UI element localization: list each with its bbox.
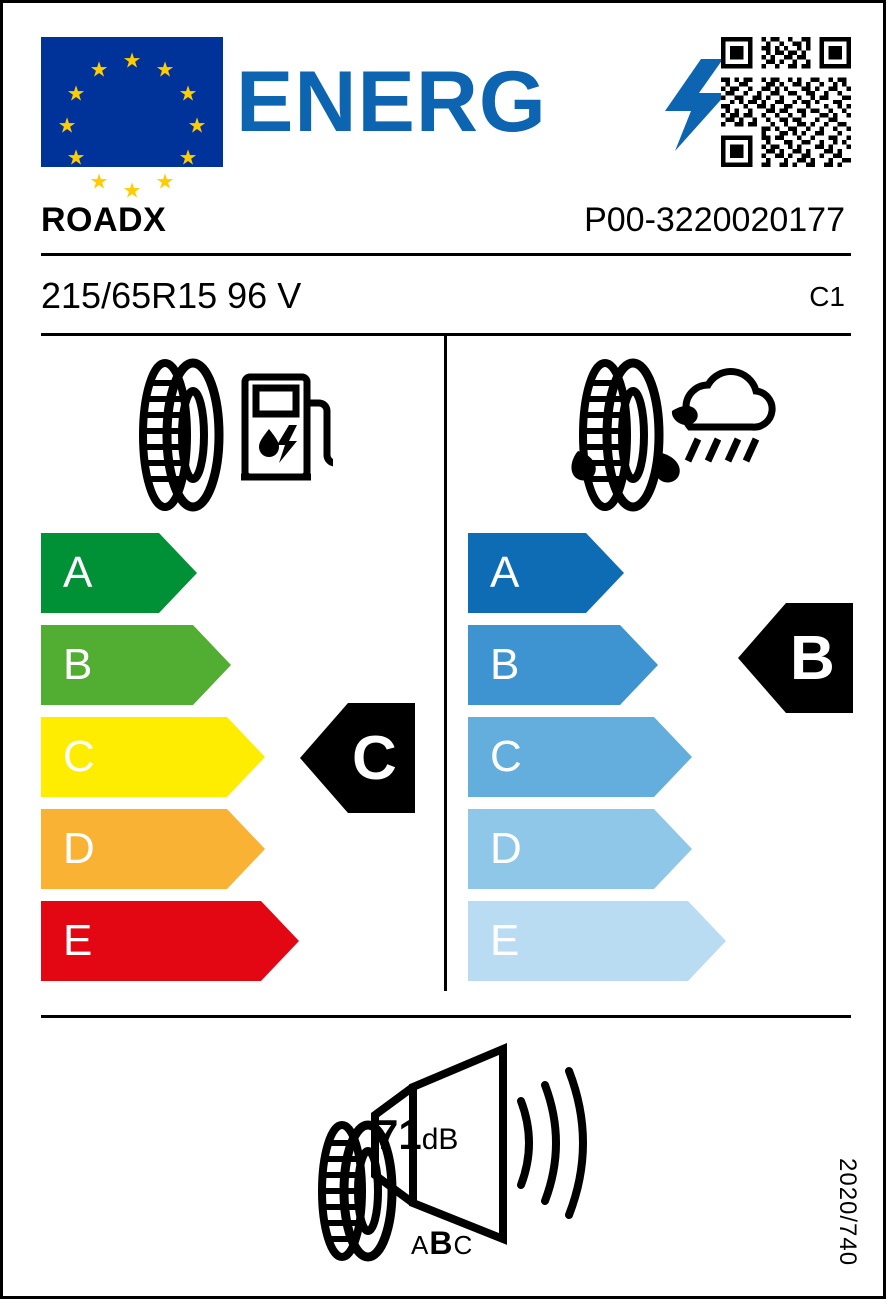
- fuel-grade-scale: [41, 533, 299, 993]
- wet-grade-scale: [468, 533, 726, 993]
- fuel-grade-d: [41, 809, 299, 889]
- grade-letter: E: [490, 916, 520, 965]
- fuel-grade-e: [41, 901, 299, 981]
- wet-selected-letter: B: [786, 603, 853, 713]
- grade-letter: B: [490, 640, 520, 689]
- grade-letter: C: [490, 732, 522, 781]
- tyre-class: C1: [809, 281, 845, 312]
- grade-row: [468, 717, 726, 797]
- eu-flag-icon: ★ ★ ★ ★ ★ ★ ★ ★ ★ ★ ★ ★: [41, 37, 223, 167]
- brand-name: ROADX: [41, 201, 167, 239]
- energy-wordmark: ENERG: [236, 54, 547, 150]
- wet-grade-a: [468, 533, 726, 613]
- grade-letter: D: [490, 824, 522, 873]
- divider-top: [41, 253, 851, 256]
- grade-letter: A: [490, 548, 520, 597]
- grade-letter: A: [63, 548, 93, 597]
- grade-row: [468, 533, 726, 613]
- grade-letter: B: [63, 640, 93, 689]
- grade-row: [41, 533, 299, 613]
- tyre-icon: [143, 363, 219, 507]
- sound-wave-icon: [521, 1071, 583, 1215]
- label-header: [41, 37, 851, 203]
- fuel-grade-b: [41, 625, 299, 705]
- fuel-pump-icon: [241, 377, 333, 477]
- wet-grip-pictogram: [538, 355, 788, 515]
- wet-grade-c: [468, 717, 726, 797]
- wet-grade-b: [468, 625, 726, 705]
- fuel-grade-a: [41, 533, 299, 613]
- grade-letter: C: [63, 732, 95, 781]
- grade-row: [468, 809, 726, 889]
- fuel-selected-grade: [300, 703, 415, 813]
- divider-bottom: [41, 1015, 851, 1018]
- noise-class-c: C: [453, 1230, 474, 1260]
- fuel-selected-letter: C: [348, 703, 415, 813]
- wet-selected-grade: [738, 603, 853, 713]
- grade-row: [41, 717, 299, 797]
- grade-row: [41, 901, 299, 981]
- qr-code-icon: [721, 37, 851, 167]
- grade-row: [468, 625, 726, 705]
- tyre-icon: [583, 363, 659, 507]
- grade-letter: E: [63, 916, 93, 965]
- noise-class-a: A: [411, 1230, 430, 1260]
- sku-code: P00-3220020177: [584, 201, 845, 239]
- noise-decibels: 71: [375, 1111, 422, 1158]
- noise-class-scale: [411, 1225, 473, 1262]
- wet-grade-d: [468, 809, 726, 889]
- noise-class-b-selected: B: [429, 1225, 454, 1261]
- grade-row: [41, 625, 299, 705]
- tyre-size: 215/65R15 96 V: [41, 275, 302, 316]
- rain-cloud-icon: [685, 371, 772, 461]
- divider-vertical: [444, 336, 447, 991]
- grade-row: [468, 901, 726, 981]
- regulation-number: 2020/740: [834, 1157, 861, 1266]
- grade-row: [41, 809, 299, 889]
- wet-grade-e: [468, 901, 726, 981]
- noise-value: [375, 1111, 458, 1159]
- grade-letter: D: [63, 824, 95, 873]
- fuel-efficiency-pictogram: [123, 355, 333, 515]
- fuel-grade-c: [41, 717, 299, 797]
- noise-unit: dB: [421, 1123, 459, 1156]
